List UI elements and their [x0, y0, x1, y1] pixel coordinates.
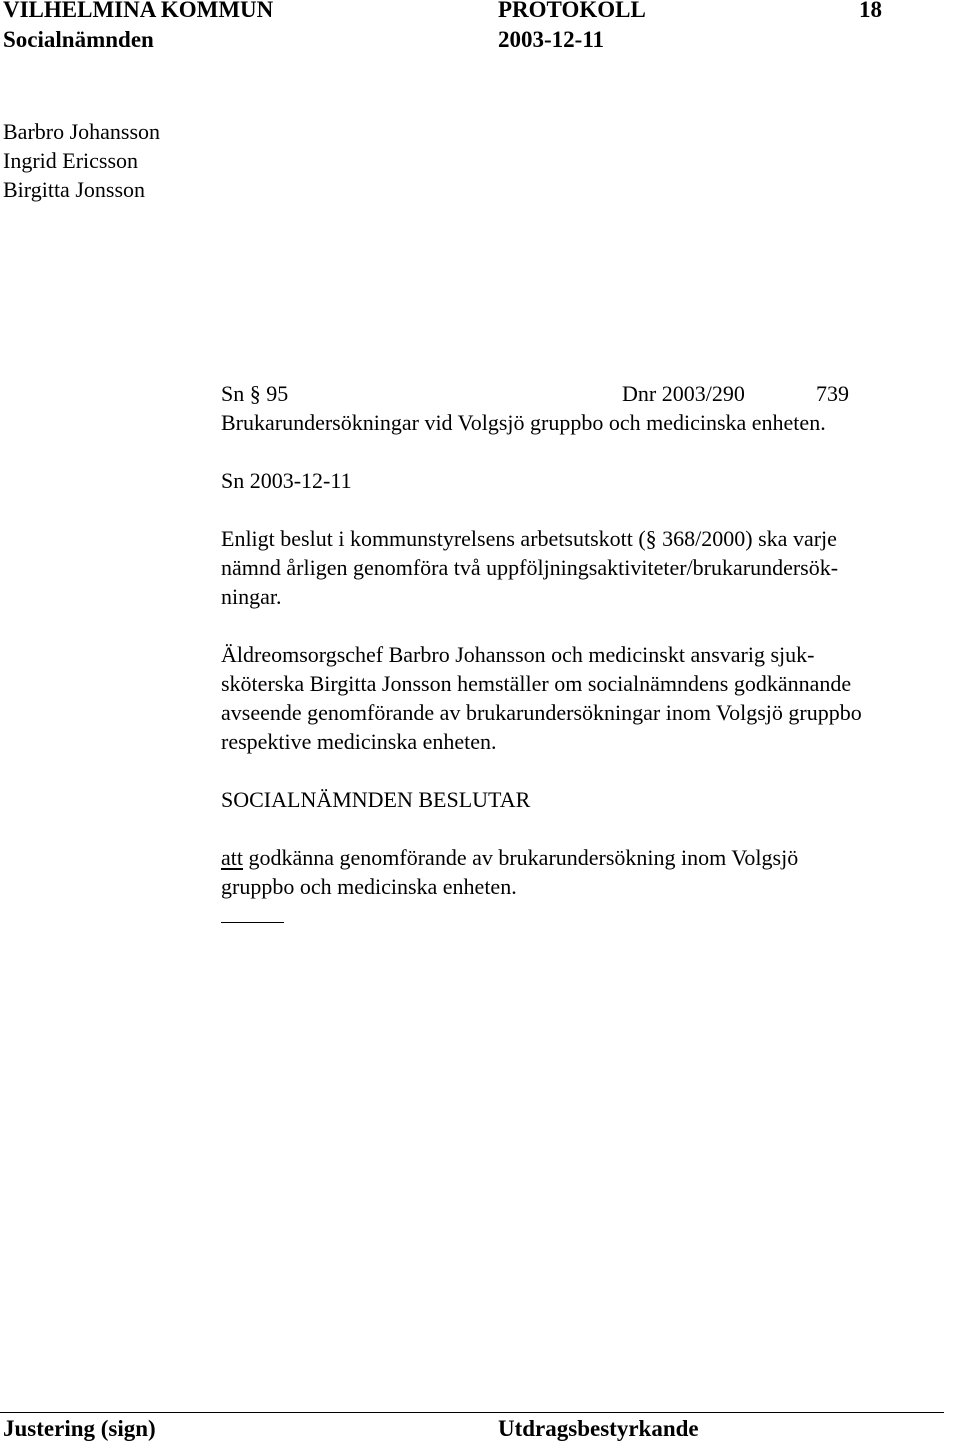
archive-code: 739 [816, 381, 849, 406]
paragraph-line: nämnd årligen genomföra två uppföljningsaktiviteter/brukarundersök- [221, 555, 839, 580]
justering-signature-label: Justering (sign) [3, 1416, 156, 1441]
recipient-name: Ingrid Ericsson [3, 148, 139, 173]
committee-name: Socialnämnden [3, 27, 154, 52]
paragraph-line: sköterska Birgitta Jonsson hemställer om socialnämndens godkännande [221, 671, 852, 696]
section-label: Sn § 95 [221, 381, 289, 406]
decision-line: gruppbo och medicinska enheten. [221, 874, 517, 899]
document-type: PROTOKOLL [498, 0, 646, 22]
section-end-rule [221, 922, 284, 923]
recipient-name: Barbro Johansson [3, 119, 161, 144]
paragraph-line: respektive medicinska enheten. [221, 729, 497, 754]
paragraph-line: ningar. [221, 584, 282, 609]
paragraph-line: Enligt beslut i kommunstyrelsens arbetsutskott (§ 368/2000) ska varje [221, 526, 837, 551]
protocol-date: 2003-12-11 [498, 27, 605, 52]
recipient-name: Birgitta Jonsson [3, 177, 146, 202]
section-title: Brukarundersökningar vid Volgsjö gruppbo och medicinska enheten. [221, 410, 826, 435]
decision-heading: SOCIALNÄMNDEN BESLUTAR [221, 787, 531, 812]
footer-rule [0, 1412, 944, 1413]
paragraph-line: Äldreomsorgschef Barbro Johansson och medicinskt ansvarig sjuk- [221, 642, 815, 667]
att-keyword: att [221, 845, 243, 870]
decision-line: att godkänna genomförande av brukarundersökning inom Volgsjö [221, 845, 799, 870]
municipality-name: VILHELMINA KOMMUN [3, 0, 274, 22]
meeting-reference: Sn 2003-12-11 [221, 468, 352, 493]
diary-number: Dnr 2003/290 [622, 381, 745, 406]
utdragsbestyrkande-label: Utdragsbestyrkande [498, 1416, 699, 1441]
paragraph-line: avseende genomförande av brukarundersökningar inom Volgsjö gruppbo [221, 700, 862, 725]
page-number: 18 [859, 0, 882, 22]
